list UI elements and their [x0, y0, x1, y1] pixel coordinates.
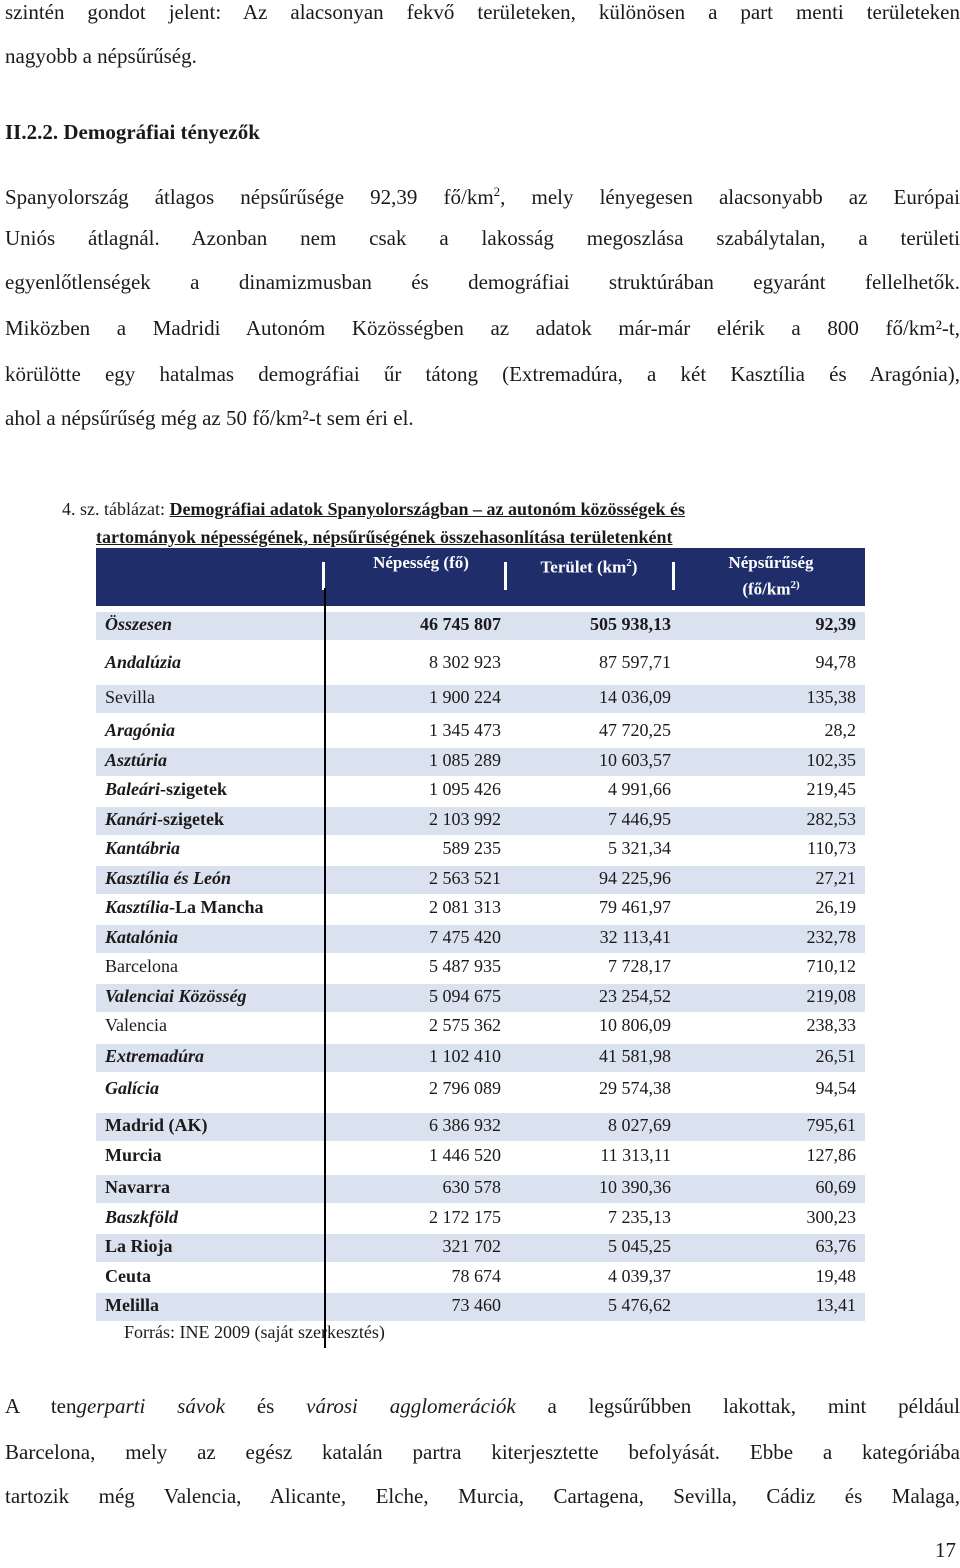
cell-area: 5 476,62 [608, 1295, 671, 1315]
cell-area: 94 225,96 [599, 868, 671, 888]
cell-density: 60,69 [815, 1177, 856, 1197]
cell-density: 300,23 [806, 1207, 856, 1227]
text: ) [631, 557, 638, 577]
cell-population: 2 081 313 [429, 897, 501, 917]
cell-population: 321 702 [442, 1236, 501, 1256]
paragraph-line: ahol a népsűrűség még az 50 fő/km²-t sem éri el. [5, 406, 414, 430]
cell-population: 2 575 362 [429, 1015, 501, 1035]
text: A ten [5, 1394, 77, 1418]
paragraph-line: egyenlőtlenségek a dinamizmusban és demográfiai struktúrában egyaránt fellelhetők. [5, 270, 960, 294]
paragraph-line: Barcelona, mely az egész katalán partra kiterjesztette befolyását. Ebbe a kategóriába [5, 1440, 960, 1464]
table-header [96, 548, 865, 606]
cell-density: 92,39 [815, 614, 856, 634]
text: gerparti sávok [76, 1394, 225, 1418]
text: városi agglomerációk [306, 1394, 516, 1418]
cell-population: 2 103 992 [429, 809, 501, 829]
table-row [96, 650, 865, 678]
text: Kanári [105, 809, 158, 829]
cell-population: 2 563 521 [429, 868, 501, 888]
text: Baleári [105, 779, 161, 799]
cell-area: 11 313,11 [600, 1145, 671, 1165]
paragraph-line [5, 178, 960, 211]
cell-area: 47 720,25 [599, 720, 671, 740]
cell-region: Extremadúra [105, 1046, 205, 1066]
cell-density: 13,41 [815, 1295, 856, 1315]
cell-population: 2 796 089 [429, 1078, 501, 1098]
text: a legsűrűbben lakottak, mint például [515, 1394, 960, 1418]
cell-density: 102,35 [806, 750, 856, 770]
divider [322, 562, 325, 590]
table-row [96, 984, 865, 1012]
cell-area: 8 027,69 [608, 1115, 671, 1135]
text: (fő/km [742, 579, 791, 599]
cell-region: Madrid (AK) [105, 1115, 208, 1135]
cell-region: Sevilla [105, 687, 155, 707]
cell-population: 2 172 175 [429, 1207, 501, 1227]
paragraph-line: nagyobb a népsűrűség. [5, 44, 197, 68]
text: -szigetek [157, 809, 225, 829]
table-row [96, 1076, 865, 1104]
superscript: 2 [493, 184, 501, 199]
table-row [96, 1013, 865, 1041]
table-row [96, 836, 865, 864]
page-number: 17 [935, 1538, 956, 1562]
cell-region: Baszkföld [105, 1207, 179, 1227]
table-row [96, 1113, 865, 1141]
caption-prefix: 4. sz. táblázat: [62, 499, 170, 519]
table-row [96, 895, 865, 923]
section-heading: II.2.2. Demográfiai tényezők [5, 120, 260, 144]
cell-region: Kantábria [105, 838, 181, 858]
cell-area: 4 991,66 [608, 779, 671, 799]
cell-density: 710,12 [806, 956, 856, 976]
table-row [96, 748, 865, 776]
cell-area: 10 603,57 [599, 750, 671, 770]
table-row [96, 1175, 865, 1203]
table-row [96, 1044, 865, 1072]
cell-population: 630 578 [442, 1177, 501, 1197]
text: és [224, 1394, 307, 1418]
cell-region: Valencia [105, 1015, 167, 1035]
cell-population: 1 102 410 [429, 1046, 501, 1066]
cell-region: Kasztília és León [105, 868, 232, 888]
cell-region: Murcia [105, 1145, 162, 1165]
table-row [96, 685, 865, 713]
cell-population: 7 475 420 [429, 927, 501, 947]
cell-area: 29 574,38 [599, 1078, 671, 1098]
cell-density: 232,78 [806, 927, 856, 947]
cell-area: 7 235,13 [608, 1207, 671, 1227]
cell-population: 5 487 935 [429, 956, 501, 976]
cell-region: Aragónia [105, 720, 176, 740]
caption-title: Demográfiai adatok Spanyolországban – az autonóm közösségek és [169, 499, 685, 519]
cell-area: 41 581,98 [599, 1046, 671, 1066]
cell-population: 1 085 289 [429, 750, 501, 770]
paragraph-line [5, 1392, 960, 1420]
cell-area: 10 806,09 [599, 1015, 671, 1035]
header-density [676, 552, 866, 601]
cell-area: 7 446,95 [608, 809, 671, 829]
table-caption [62, 496, 912, 522]
cell-density: 795,61 [806, 1115, 856, 1135]
text: Spanyolország átlagos népsűrűsége 92,39 fő/km [5, 185, 494, 209]
cell-region [105, 897, 264, 918]
cell-region [105, 809, 224, 830]
text: Terület (km [540, 557, 627, 577]
cell-area: 5 321,34 [608, 838, 671, 858]
cell-region: Valenciai Közösség [105, 986, 247, 1006]
caption-title-line2: tartományok népességének, népsűrűségének összehasonlítása területenként [96, 527, 673, 547]
paragraph-line: Miközben a Madridi Autonóm Közösségben az adatok már-már elérik a 800 fő/km²-t, [5, 316, 960, 340]
cell-population: 1 900 224 [429, 687, 501, 707]
text: Kasztília [105, 897, 170, 917]
table-row [96, 612, 865, 640]
cell-density: 238,33 [806, 1015, 856, 1035]
cell-area: 32 113,41 [599, 927, 671, 947]
text: -La Mancha [169, 897, 264, 917]
cell-region: Asztúria [105, 750, 168, 770]
text: -szigetek [160, 779, 227, 799]
cell-region: Ceuta [105, 1266, 151, 1286]
table-row [96, 1264, 865, 1292]
table-source: Forrás: INE 2009 (saját szerkesztés) [124, 1322, 385, 1342]
cell-density: 26,19 [815, 897, 856, 917]
cell-density: 26,51 [815, 1046, 856, 1066]
table-row [96, 954, 865, 982]
cell-population: 589 235 [442, 838, 501, 858]
table-row [96, 777, 865, 805]
cell-area: 14 036,09 [599, 687, 671, 707]
superscript: 2) [790, 579, 800, 591]
table-row [96, 1293, 865, 1321]
cell-region: Barcelona [105, 956, 178, 976]
cell-area: 79 461,97 [599, 897, 671, 917]
text: , mely lényegesen alacsonyabb az Európai [500, 185, 960, 209]
paragraph-line: körülötte egy hatalmas demográfiai űr tátong (Extremadúra, a két Kasztília és Aragónia), [5, 362, 960, 386]
paragraph-line: szintén gondot jelent: Az alacsonyan fekvő területeken, különösen a part menti területeken [5, 0, 960, 24]
header-area [508, 552, 670, 579]
cell-density: 135,38 [806, 687, 856, 707]
superscript: 2 [626, 557, 632, 569]
cell-area: 7 728,17 [608, 956, 671, 976]
cell-population: 78 674 [451, 1266, 501, 1286]
cell-population: 73 460 [451, 1295, 501, 1315]
cell-density: 219,08 [806, 986, 856, 1006]
table-row [96, 1205, 865, 1233]
cell-density: 27,21 [815, 868, 856, 888]
text [676, 574, 866, 601]
cell-population: 8 302 923 [429, 652, 501, 672]
cell-population: 1 095 426 [429, 779, 501, 799]
cell-region [105, 779, 227, 800]
cell-area: 5 045,25 [608, 1236, 671, 1256]
cell-area: 505 938,13 [590, 614, 671, 634]
text: Népsűrűség [728, 553, 814, 572]
table-row [96, 1234, 865, 1262]
cell-density: 110,73 [807, 838, 856, 858]
cell-population: 46 745 807 [420, 614, 501, 634]
cell-region: Katalónia [105, 927, 179, 947]
cell-density: 28,2 [824, 720, 856, 740]
cell-area: 87 597,71 [599, 652, 671, 672]
cell-region: Galícia [105, 1078, 159, 1098]
cell-density: 19,48 [815, 1266, 856, 1286]
table-row [96, 718, 865, 746]
column-rule [324, 588, 326, 1348]
cell-region: Melilla [105, 1295, 159, 1315]
cell-region: La Rioja [105, 1236, 173, 1256]
cell-population: 1 446 520 [429, 1145, 501, 1165]
cell-area: 10 390,36 [599, 1177, 671, 1197]
cell-density: 127,86 [806, 1145, 856, 1165]
cell-area: 23 254,52 [599, 986, 671, 1006]
cell-region: Összesen [105, 614, 173, 634]
cell-density: 63,76 [815, 1236, 856, 1256]
cell-region: Navarra [105, 1177, 170, 1197]
table-row [96, 866, 865, 894]
paragraph-line: Uniós átlagnál. Azonban nem csak a lakosság megoszlása szabálytalan, a területi [5, 226, 960, 250]
table-row [96, 925, 865, 953]
cell-region: Andalúzia [105, 652, 182, 672]
cell-density: 94,78 [815, 652, 856, 672]
header-population: Népesség (fő) [373, 553, 469, 572]
paragraph-line: tartozik még Valencia, Alicante, Elche, Murcia, Cartagena, Sevilla, Cádiz és Malaga, [5, 1484, 960, 1508]
cell-population: 1 345 473 [429, 720, 501, 740]
cell-density: 282,53 [806, 809, 856, 829]
cell-population: 5 094 675 [429, 986, 501, 1006]
cell-population: 6 386 932 [429, 1115, 501, 1135]
divider [672, 562, 675, 590]
table-row [96, 807, 865, 835]
cell-density: 94,54 [815, 1078, 856, 1098]
cell-area: 4 039,37 [608, 1266, 671, 1286]
cell-density: 219,45 [806, 779, 856, 799]
table-row [96, 1143, 865, 1171]
